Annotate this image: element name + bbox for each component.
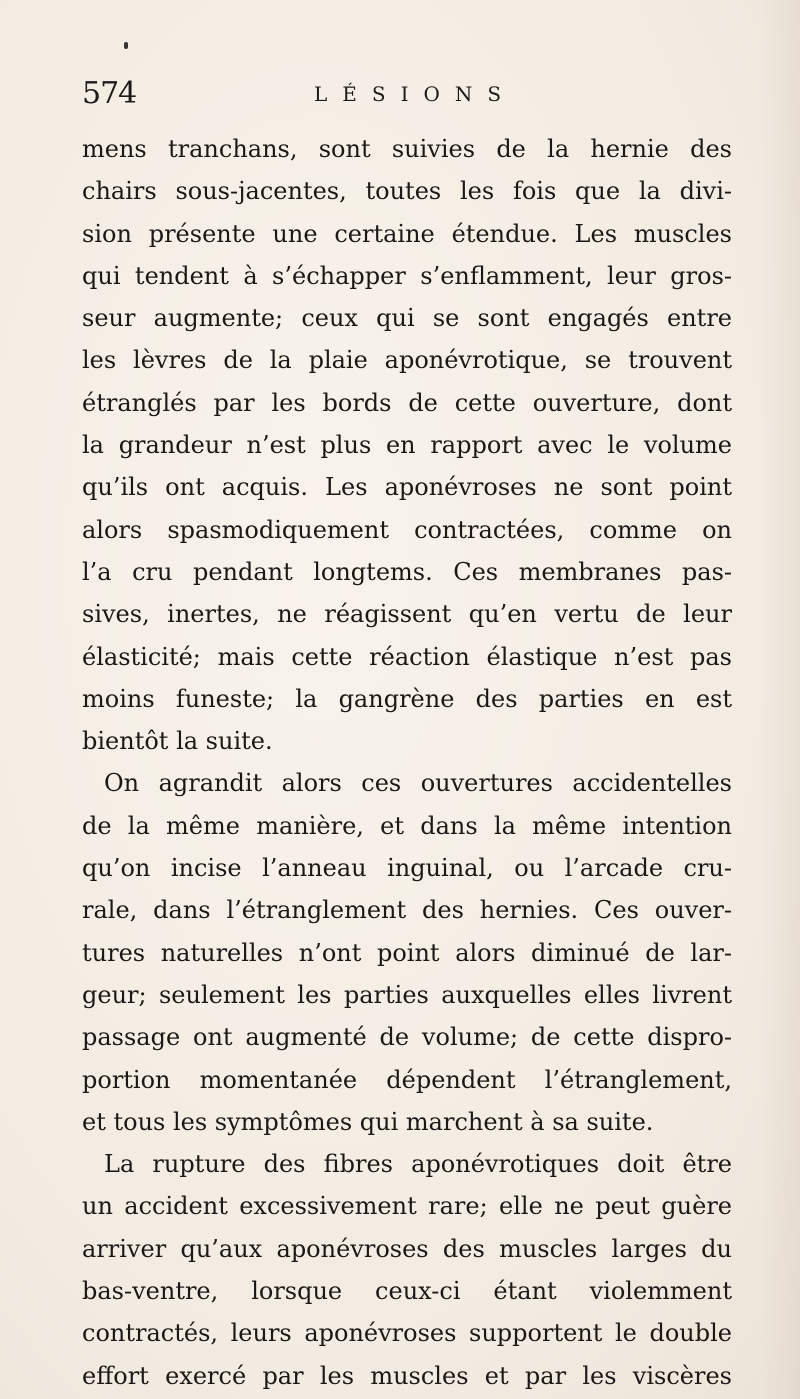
text-line: bas-ventre, lorsque ceux-ci étant violemment	[82, 1277, 732, 1306]
text-line: bientôt la suite.	[82, 727, 273, 756]
text-line: qu’ils ont acquis. Les aponévroses ne sont point	[82, 473, 732, 502]
text-line: effort exercé par les muscles et par les viscères	[82, 1361, 732, 1390]
text-line: geur; seulement les parties auxquelles elles livrent	[82, 980, 732, 1009]
text-line: la grandeur n’est plus en rapport avec le volume	[82, 431, 732, 460]
text-line: On agrandit alors ces ouvertures accidentelles	[104, 769, 732, 798]
text-line: sion présente une certaine étendue. Les muscles	[82, 219, 732, 248]
text-line: portion momentanée dépendent l’étranglement,	[82, 1065, 732, 1094]
text-line: élasticité; mais cette réaction élastique n’est pas	[82, 642, 732, 671]
text-line: passage ont augmenté de volume; de cette dispro-	[82, 1023, 732, 1052]
page-number: 574	[82, 76, 137, 111]
text-line: étranglés par les bords de cette ouverture, dont	[82, 388, 732, 417]
text-line: tures naturelles n’ont point alors diminué de lar-	[82, 938, 732, 967]
text-line: moins funeste; la gangrène des parties en est	[82, 684, 732, 713]
text-line: qu’on incise l’anneau inguinal, ou l’arcade cru-	[82, 854, 732, 883]
text-line: de la même manière, et dans la même intention	[82, 811, 732, 840]
text-line: les lèvres de la plaie aponévrotique, se trouvent	[82, 346, 732, 375]
text-line: l’a cru pendant longtems. Ces membranes pas-	[82, 557, 732, 586]
text-line: contractés, leurs aponévroses supportent le double	[82, 1319, 732, 1348]
text-line: arriver qu’aux aponévroses des muscles larges du	[82, 1234, 732, 1263]
page-header	[82, 72, 732, 116]
text-line: qui tendent à s’échapper s’enflamment, leur gros-	[82, 261, 732, 290]
text-line: mens tranchans, sont suivies de la hernie des	[82, 135, 732, 163]
text-line: La rupture des fibres aponévrotiques doit être	[104, 1150, 732, 1179]
text-line: alors spasmodiquement contractées, comme on	[82, 515, 732, 544]
text-line: seur augmente; ceux qui se sont engagés entre	[82, 304, 732, 333]
text-line: et tous les symptômes qui marchent à sa suite.	[82, 1107, 654, 1136]
page-edge-shadow	[760, 0, 800, 1399]
text-line: un accident excessivement rare; elle ne peut guère	[82, 1192, 732, 1221]
text-line: chairs sous-jacentes, toutes les fois que la divi-	[82, 177, 732, 206]
ink-speck	[124, 42, 128, 49]
body-text	[82, 128, 732, 1397]
text-line: rale, dans l’étranglement des hernies. Ces ouver-	[82, 896, 732, 925]
text-line: sives, inertes, ne réagissent qu’en vertu de leur	[82, 600, 732, 629]
running-head: LÉSIONS	[314, 82, 517, 106]
